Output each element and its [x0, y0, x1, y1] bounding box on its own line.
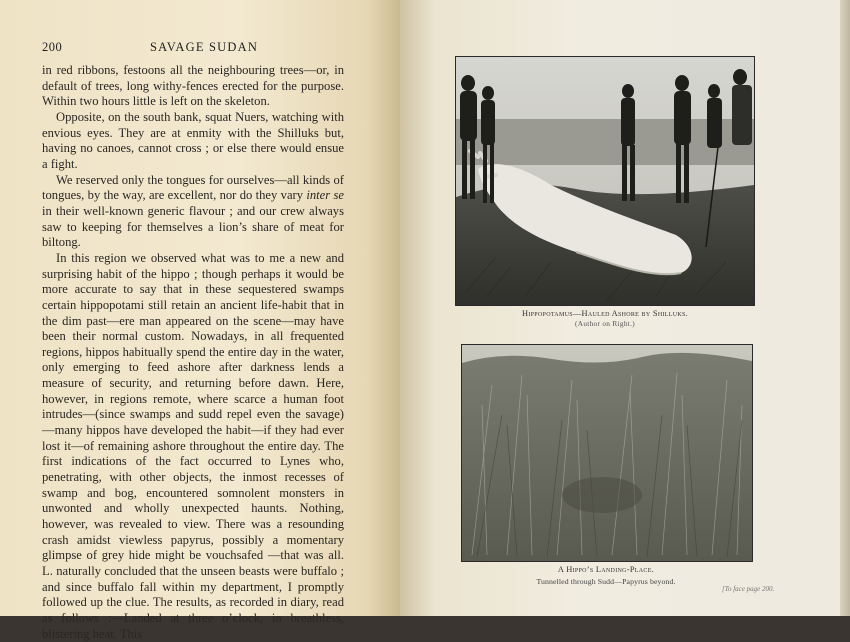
facing-page-note: [To face page 200.: [722, 585, 775, 593]
photo2-caption: [461, 565, 751, 586]
running-title: SAVAGE SUDAN: [150, 40, 259, 54]
paragraph: in red ribbons, festoons all the neighbouring trees—or, in default of trees, long withy-fences erected for the purpose. Within two hours little is left on the skeleton.: [42, 63, 344, 109]
photo2-caption-title: A Hippo’s Landing-Place.: [557, 565, 655, 574]
paragraph: In this region we observed what was to me a new and surprising habit of the hippo ; though perhaps it would be more accurate to say that in these sequestered swamps certain hippopotami still retain an ancient life-habit that in the dim past—ere man appeared on the scene—may have been their normal custom. Nowadays, in all frequented regions, hippos habitually spend the entire day in the water, only emerging to feed ashore after darkness lends a measure of security, and returning before dawn. Here, however, in regions remote, where scarce a human foot intrudes—(since swamps and sudd repel even the savage)—many hippos have developed the habit—if they had ever lost it—of remaining ashore throughout the entire day. The first indications of the fact occurred to Lynes who, penetrating, with other objects, the inmost recesses of swamp and bog, encountered somnolent monsters in unwonted and wholly unexpected haunts. Nothing, however, was revealed to view. There was a resounding crash amidst viewless papyrus, possibly a momentary glimpse of grey hide might be vouchsafed —that was all. L. naturally concluded that the unseen beasts were buffalo ; and since buffalo fall within my department, I promptly followed up the clue. The results, as recorded in diary, read as follows :—Landed at three o’clock, in breathless, blistering heat. This: [42, 250, 344, 641]
hippo-landing-place-photo: [461, 344, 753, 562]
page-number: 200: [42, 40, 63, 54]
body-text: [42, 63, 344, 642]
photo1-caption-title: Hippopotamus—Hauled Ashore by Shilluks.: [522, 309, 688, 318]
photo1-caption: [455, 309, 755, 328]
photo1-subcaption: (Author on Right.): [575, 319, 635, 328]
paragraph-text: in their well-known generic flavour ; and our crew always saw to keeping for themselves a lion’s share of meat for biltong.: [42, 203, 344, 250]
hippo-hauled-ashore-photo: [455, 56, 755, 306]
photo2-subcaption: Tunnelled through Sudd—Papyrus beyond.: [536, 577, 676, 586]
paragraph: Opposite, on the south bank, squat Nuers, watching with envious eyes. They are at enmity with the Shilluks but, having no canoes, cannot cross ; or else there would ensue a fight.: [42, 109, 344, 171]
paragraph: [42, 173, 344, 251]
page-edge: [840, 0, 850, 616]
paragraph-text: We reserved only the tongues for ourselves—all kinds of tongues, by the way, are excellent, nor do they vary: [42, 172, 344, 203]
italic-phrase: inter se: [306, 188, 344, 203]
left-page: [0, 0, 400, 641]
